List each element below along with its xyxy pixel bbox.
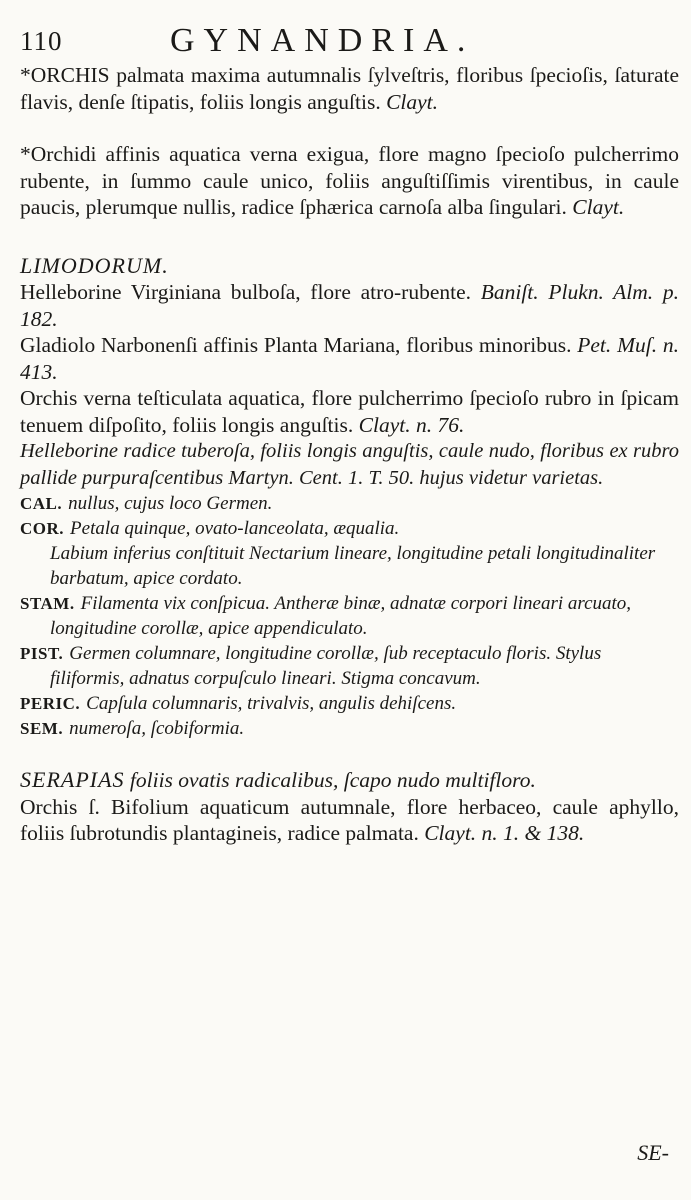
character-line (20, 691, 679, 716)
entry-serapias (20, 767, 679, 794)
character-line (20, 491, 679, 516)
entry-orchidi-affinis (20, 141, 679, 221)
character-text: nullus, cujus loco Germen. (68, 493, 273, 514)
character-label: STAM. (20, 594, 75, 613)
character-label: PERIC. (20, 694, 81, 713)
entry-authority: Clayt. (386, 89, 439, 114)
character-line (20, 591, 679, 641)
entry-text: *ORCHIS palmata maxima autumnalis ſylveſtris, floribus ſpecioſis, ſaturate flavis, denſe ſtipatis, foliis longis anguſtis. (20, 63, 679, 114)
entry-authority: Clayt. (572, 195, 625, 219)
character-text: Capſula columnaris, trivalvis, angulis dehiſcens. (86, 693, 457, 714)
character-text: Filamenta vix conſpicua. Antheræ binæ, adnatæ corpori lineari arcuato, longitudine corollæ, apice appendiculato. (50, 593, 632, 639)
synonym-text: Helleborine Virginiana bulboſa, flore atro-rubente. (20, 280, 472, 304)
synonym-4: Helleborine radice tuberoſa, foliis longis anguſtis, caule nudo, floribus ex rubro pallide purpuraſcentibus Martyn. Cent. 1. T. 50. hujus videtur varietas. (20, 440, 679, 489)
page-header (20, 20, 679, 62)
synonym-text: Orchis verna teſticulata aquatica, flore pulcherrimo ſpecioſo rubro in ſpicam tenuem diſpoſito, foliis longis anguſtis. (20, 386, 679, 437)
catchword: SE- (637, 1140, 669, 1165)
synonym-authority: Baniſt. Plukn. Alm. p. 182. (20, 280, 679, 331)
character-text: numeroſa, ſcobiformia. (69, 718, 245, 739)
genus-limodorum: LIMODORUM. (20, 252, 169, 278)
character-label: SEM. (20, 719, 64, 738)
synonym-authority: Clayt. n. 1. & 138. (424, 821, 585, 845)
synonym-1 (20, 279, 679, 332)
entry-text: *Orchidi affinis aquatica verna exigua, flore magno ſpecioſo pulcherrimo rubente, in ſummo caule unico, foliis anguſtiſſimis virentibus, in caule paucis, plerumque nullis, radice ſphærica carnoſa alba ſingulari. (20, 142, 679, 219)
character-line (20, 716, 679, 741)
synonym-2 (20, 332, 679, 385)
genus-serapias: SERAPIAS (20, 767, 125, 792)
synonym-authority: Clayt. n. 76. (358, 412, 465, 437)
character-label: PIST. (20, 644, 64, 663)
page-number: 110 (20, 26, 63, 56)
serapias-synonym (20, 794, 679, 847)
synonym-text: Orchis ſ. Bifolium aquaticum autumnale, flore herbaceo, caule aphyllo, foliis ſubrotundis plantagineis, radice palmata. (20, 794, 679, 845)
character-label: CAL. (20, 494, 63, 513)
character-label: COR. (20, 519, 65, 538)
character-text: Petala quinque, ovato-lanceolata, æqualia. (70, 518, 400, 539)
serapias-diagnosis: foliis ovatis radicalibus, ſcapo nudo multifloro. (129, 768, 536, 792)
running-title: GYNANDRIA. (170, 22, 475, 59)
synonym-authority: Pet. Muſ. n. 413. (20, 333, 679, 384)
generic-characters (20, 491, 679, 741)
character-text: Labium inferius conſtituit Nectarium lineare, longitudine petali longitudinaliter barbatum, apice cordato. (50, 543, 656, 589)
synonym-text: Gladiolo Narbonenſi affinis Planta Mariana, floribus minoribus. (20, 333, 572, 357)
synonym-3 (20, 385, 679, 438)
entry-orchis-palmata (20, 62, 679, 115)
character-line (20, 541, 679, 591)
character-line (20, 641, 679, 691)
character-text: Germen columnare, longitudine corollæ, ſub receptaculo floris. Stylus filiformis, adnatus corpuſculo lineari. Stigma concavum. (50, 643, 602, 689)
character-line (20, 516, 679, 541)
